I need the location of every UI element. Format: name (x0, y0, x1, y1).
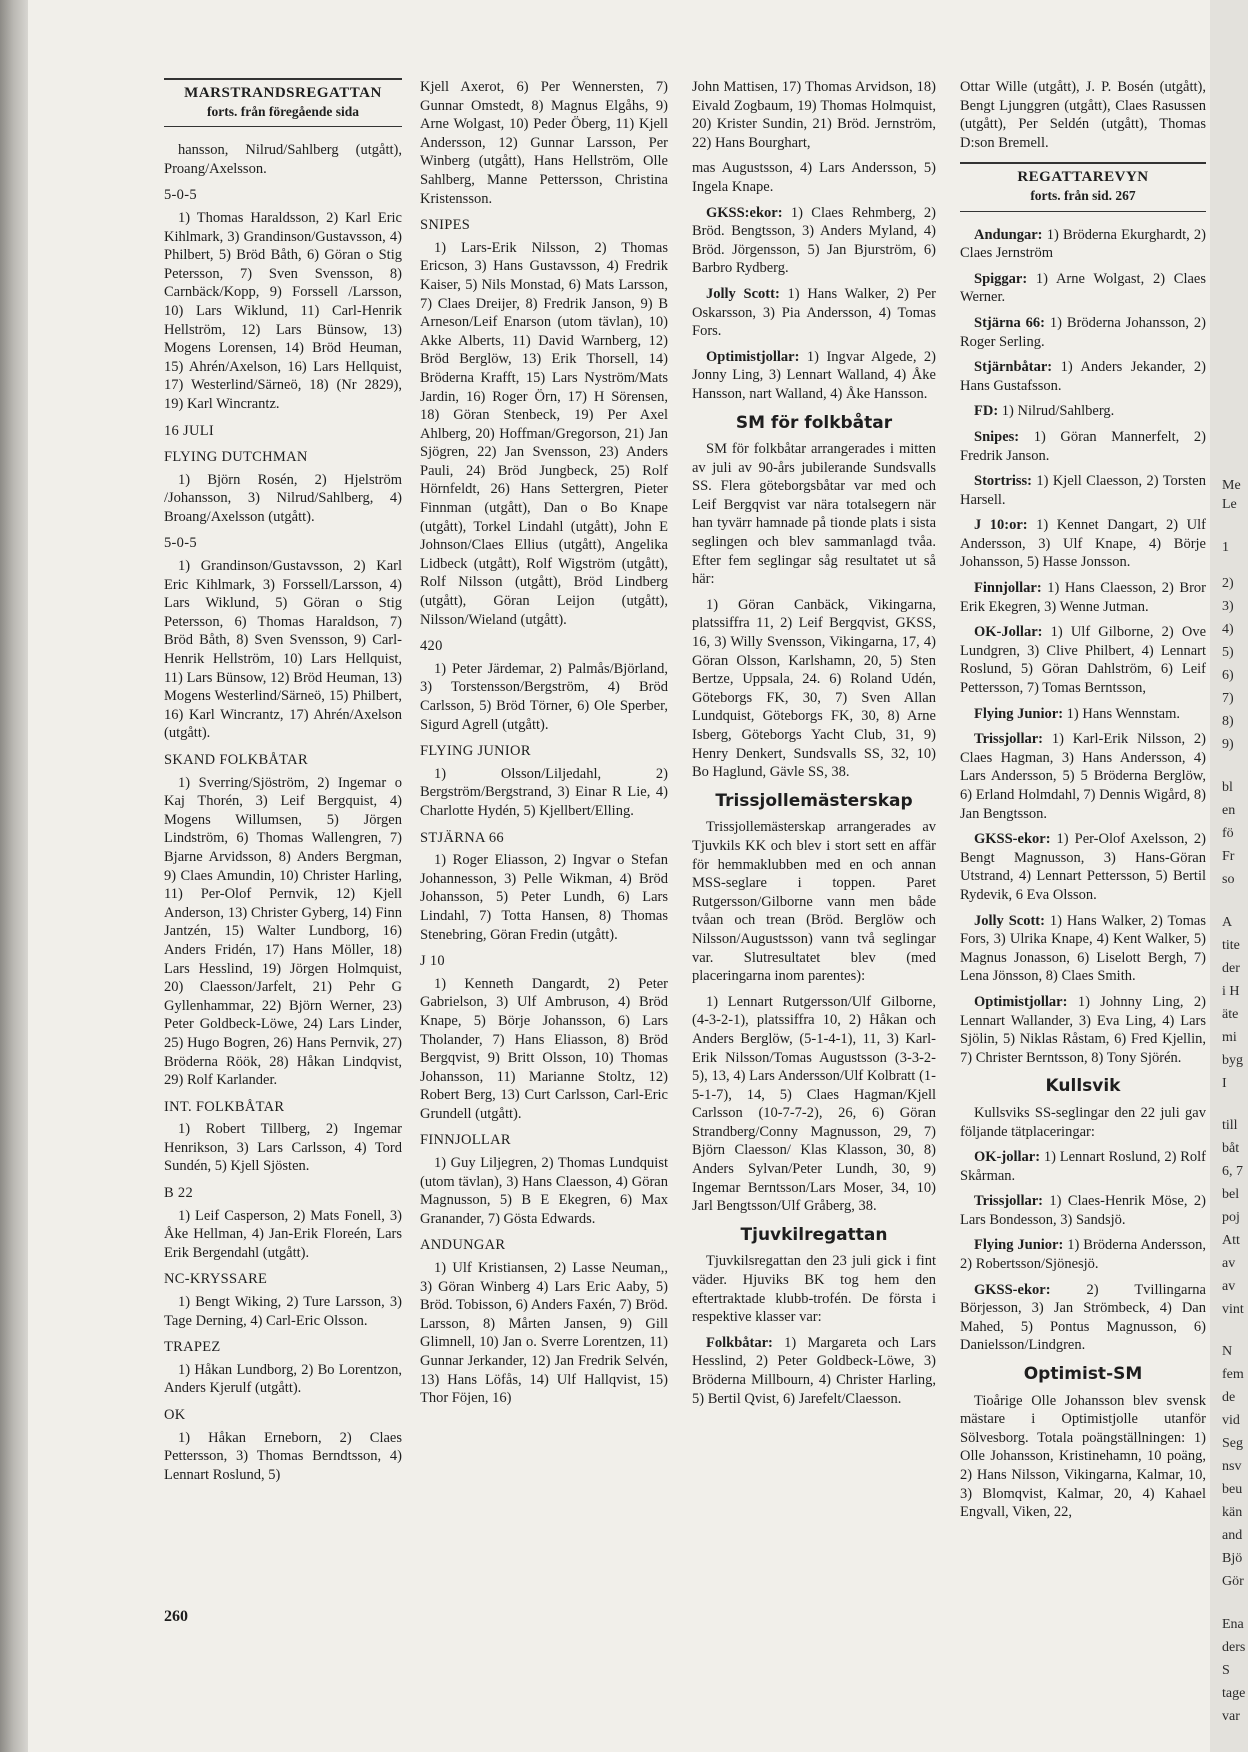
result-paragraph: 1) Bengt Wiking, 2) Ture Larsson, 3) Tage Derning, 4) Carl-Eric Olsson. (164, 1294, 402, 1329)
class-results: 1) Bröderna Johansson, 2) Roger Serling. (960, 314, 1206, 350)
class-result-paragraph (692, 285, 936, 341)
class-results: 1) Ingvar Algede, 2) Jonny Ling, 3) Lennart Walland, 4) Åke Hansson, nart Walland, 4) Åke Hansson. (692, 348, 936, 402)
class-result-paragraph (960, 623, 1206, 697)
class-result-paragraph (960, 1281, 1206, 1355)
facing-page-fragment: Seg (1222, 1436, 1243, 1451)
class-results: 1) Claes Rehmberg, 2) Bröd. Bengtsson, 3) Anders Myland, 4) Bröd. Jörgensson, 5) Jan Bjurström, 6) Barbro Rydberg. (692, 204, 936, 277)
facing-page-fragment: en (1222, 803, 1236, 818)
class-results: 1) Kennet Dangart, 2) Ulf Andersson, 3) Ulf Knape, 4) Börje Johansson, 5) Hasse Jonsson. (960, 517, 1206, 571)
facing-page-fragment: der (1222, 961, 1240, 976)
facing-page-fragment: ders (1222, 1640, 1246, 1655)
result-paragraph: 1) Leif Casperson, 2) Mats Fonell, 3) Åke Hellman, 4) Jan-Erik Floreén, Lars Erik Bergendahl (utgått). (164, 1207, 402, 1261)
class-results: 1) Anders Jekander, 2) Hans Gustafsson. (960, 359, 1206, 394)
class-result-paragraph (960, 472, 1206, 509)
class-results: 1) Arne Wolgast, 2) Claes Werner. (960, 270, 1206, 306)
facing-page-fragment: mi (1222, 1030, 1237, 1045)
column-2 (420, 78, 668, 1558)
class-label: Folkbåtar: (706, 1334, 773, 1351)
class-results: 1) Ulf Gilborne, 2) Ove Lundgren, 3) Clive Philbert, 4) Lennart Roslund, 5) Göran Dahlström, 6) Leif Pettersson, 7) Tomas Berntsson, (960, 624, 1206, 697)
class-results: 1) Hans Claesson, 2) Bror Erik Ekegren, 3) Wenne Jutman. (960, 580, 1206, 615)
column-1 (164, 78, 402, 1568)
class-result-paragraph (692, 1334, 936, 1408)
facing-page-fragment: Att (1222, 1233, 1240, 1248)
class-results: 1) Claes-Henrik Möse, 2) Lars Bondesson, 3) Sandsjö. (960, 1193, 1206, 1228)
class-label: Stortriss: (974, 473, 1032, 490)
class-heading: FLYING JUNIOR (420, 743, 531, 760)
result-paragraph: Trissjollemästerskap arrangerades av Tjuvkils KK och blev i stort sett en affär för hemmaklubben med en och annan MSS-seglare i toppen. Paret Rutgersson/Gilborne vann men både tvåan och trean (Bröd. Berglöw och Nilsson/Augustsson) vann två seglingar var. Slutresultatet blev (med placeringarna inom parentes): (692, 819, 936, 985)
class-result-paragraph (960, 1148, 1206, 1185)
class-label: Spiggar: (974, 270, 1028, 287)
result-paragraph: 1) Kenneth Dangardt, 2) Peter Gabrielson, 3) Ulf Ambruson, 4) Bröd Knape, 5) Börje Johansson, 6) Lars Tholander, 7) Hans Eliasson, 8) Bröd Bergqvist, 9) Britt Olsson, 10) Thomas Johansson, 11) Marianne Stoltz, 12) Robert Berg, 13) Curt Carlsson, Carl-Eric Grundell (utgått). (420, 975, 668, 1122)
facing-page-fragment: 1 (1222, 540, 1229, 555)
class-results: 1) Per-Olof Axelsson, 2) Bengt Magnusson, 3) Hans-Göran Utstrand, 4) Lennart Pettersson, 5) Bertil Rydevik, 6 Eva Olsson. (960, 831, 1206, 903)
class-label: Stjärnbåtar: (974, 359, 1053, 376)
class-heading: FINNJOLLAR (420, 1132, 511, 1149)
result-paragraph: 1) Thomas Haraldsson, 2) Karl Eric Kihlmark, 3) Grandinson/Gustavsson, 4) Philbert, 5) Bröd Båth, 6) Göran o Stig Petersson, 7) Sven Svensson, 8) Carnbäck/Kopp, 9) Forssell /Larsson, 10) Lars Wiklund, 11) Carl-Henrik Hellström, 12) Lars Bünsow, 13) Mogens Lorensen, 14) Bröd Heuman, 15) Ahrén/Axelson, 16) Lars Hellquist, 17) Westerlind/Särneö, 18) (Nr 2829), 19) Karl Wincrantz. (164, 209, 402, 412)
class-result-paragraph (960, 1236, 1206, 1273)
facing-page-fragment: N (1222, 1344, 1233, 1359)
article-heading: SM för folkbåtar (735, 412, 893, 433)
facing-page-fragment: 7) (1222, 691, 1234, 706)
result-paragraph: 1) Sverring/Sjöström, 2) Ingemar o Kaj Thorén, 3) Leif Bergquist, 4) Mogens Willumsen, 5) Jörgen Lindström, 6) Thomas Wallengren, 7) Bjarne Arvidsson, 8) Anders Bergman, 9) Claes Amundin, 10) Christer Harling, 11) Per-Olof Pernvik, 12) Kjell Anderson, 13) Christer Gyberg, 14) Finn Jantzén, 15) Walter Lundborg, 16) Anders Fridén, 17) Hans Möller, 18) Lars Hesslind, 19) Jörgen Holmquist, 20) Claesson/Jarfelt, 21) Pehr G Gyllenhammar, 22) Björn Werner, 23) Peter Goldbeck-Löwe, 24) Lars Linder, 25) Hugo Bogren, 26) Hans Pernvik, 27) Bröderna Röök, 28) Håkan Lindqvist, 29) Rolf Karlander. (164, 774, 402, 1089)
section-continued-note: forts. från sid. 267 (1030, 187, 1136, 203)
class-label: Stjärna 66: (974, 314, 1045, 331)
class-result-paragraph (960, 402, 1206, 421)
class-label: J 10:or: (974, 517, 1028, 534)
article-heading: Optimist-SM (1023, 1364, 1143, 1385)
class-result-paragraph (960, 705, 1206, 724)
facing-page-fragment: nsv (1222, 1459, 1242, 1474)
class-label: GKSS-ekor: (974, 831, 1051, 848)
facing-page-fragment: 5) (1222, 645, 1234, 660)
class-result-paragraph (692, 348, 936, 404)
page-number: 260 (164, 1608, 188, 1625)
class-results: 1) Kjell Claesson, 2) Torsten Harsell. (960, 473, 1206, 508)
facing-page-fragment: kän (1222, 1505, 1243, 1520)
article-heading: Kullsvik (1045, 1076, 1121, 1097)
facing-page-fragment: 6, 7 (1222, 1164, 1243, 1179)
class-result-paragraph (960, 1192, 1206, 1229)
class-label: OK-jollar: (974, 1149, 1041, 1166)
class-result-paragraph (960, 579, 1206, 616)
facing-page-fragment: båt (1222, 1141, 1240, 1156)
facing-page-fragment: Ena (1222, 1617, 1244, 1632)
facing-page-fragment: 9) (1222, 737, 1234, 752)
facing-page-fragment: I (1222, 1076, 1227, 1091)
facing-page-fragment: poj (1222, 1210, 1240, 1225)
facing-page-fragment: Le (1222, 497, 1237, 512)
facing-page-fragment: 6) (1222, 668, 1234, 683)
class-results: 1) Göran Mannerfelt, 2) Fredrik Janson. (960, 428, 1206, 464)
facing-page-fragment: vid (1222, 1413, 1240, 1428)
result-paragraph: Kjell Axerot, 6) Per Wennersten, 7) Gunnar Omstedt, 8) Magnus Elgåhs, 9) Arne Wolgast, 10) Peder Öberg, 11) Kjell Andersson, 12) Gunnar Larsson, Per Winberg (utgått), Hans Hellström, Olle Sahlberg, Manne Pettersson, Christina Kristensson. (420, 79, 668, 207)
result-paragraph: 1) Grandinson/Gustavsson, 2) Karl Eric Kihlmark, 3) Forssell/Larsson, 4) Lars Wiklund, 5) Göran o Stig Petersson, 6) Thomas Haraldson, 7) Bröd Båth, 8) Sven Svensson, 9) Carl-Henrik Hellström, 10) Lars Hellquist, 11) Lars Bünsow, 12) Bröd Heuman, 13) Mogens Westerlind/Särneö, 15) Philbert, 16) Karl Wincrantz, 17) Ahrén/Axelson (utgått). (164, 558, 402, 742)
result-paragraph: 1) Håkan Lundborg, 2) Bo Lorentzon, Anders Kjerulf (utgått). (164, 1361, 402, 1397)
class-result-paragraph (960, 830, 1206, 904)
facing-page-fragment: vint (1222, 1302, 1244, 1317)
result-paragraph: 1) Håkan Erneborn, 2) Claes Pettersson, 3) Thomas Berndtsson, 4) Lennart Roslund, 5) (164, 1429, 402, 1483)
facing-page-fragment: A (1222, 915, 1233, 930)
result-paragraph: 1) Roger Eliasson, 2) Ingvar o Stefan Johannesson, 3) Pelle Wikman, 4) Bröd Johansson, 5) Peter Lundh, 6) Lars Lindahl, 7) Totta Hansen, 8) Thomas Stenebring, Göran Fredin (utgått). (420, 852, 668, 943)
class-result-paragraph (960, 428, 1206, 465)
facing-page-fragment: and (1222, 1528, 1243, 1543)
facing-page-fragment: de (1222, 1390, 1236, 1405)
class-result-paragraph (692, 204, 936, 278)
facing-page-fragment: i H (1222, 984, 1240, 999)
class-heading: NC-KRYSSARE (164, 1271, 268, 1288)
class-result-paragraph (960, 358, 1206, 395)
facing-page-fragment: av (1222, 1256, 1236, 1271)
class-result-paragraph (960, 314, 1206, 351)
section-header-box (164, 78, 402, 127)
class-results: 1) Johnny Ling, 2) Lennart Wallander, 3) Eva Ling, 4) Lars Sjölin, 5) Niklas Råstam, 6) Fred Kjellin, 7) Christer Berntsson, 8) Tony Sjörén. (960, 993, 1206, 1066)
article-heading: Tjuvkilregattan (740, 1224, 888, 1245)
class-heading: 5-0-5 (164, 187, 197, 204)
class-label: FD: (974, 403, 999, 420)
facing-page-fragment: byg (1222, 1053, 1243, 1068)
facing-page-fragment: 3) (1222, 599, 1234, 614)
class-heading: FLYING DUTCHMAN (164, 449, 308, 466)
class-result-paragraph (960, 730, 1206, 823)
result-paragraph: 1) Björn Rosén, 2) Hjelström /Johansson, 3) Nilrud/Sahlberg, 4) Broang/Axelsson (utgått). (164, 471, 402, 525)
column-4 (960, 78, 1206, 1598)
facing-page-fragment: tage (1222, 1686, 1246, 1701)
article-heading: Trissjollemästerskap (715, 790, 913, 811)
result-paragraph: Tjuvkilsregattan den 23 juli gick i fint väder. Hjuviks BK tog hem den eftertraktade klubb-trofén. De första i respektive klasser var: (692, 1253, 936, 1326)
facing-page-fragment: Me (1222, 478, 1241, 493)
facing-page-fragment: var (1222, 1709, 1240, 1724)
class-label: Trissjollar: (974, 731, 1043, 748)
result-paragraph: 1) Olsson/Liljedahl, 2) Bergström/Bergstrand, 3) Einar R Lie, 4) Charlotte Hydén, 5) Kjellbert/Elling. (420, 765, 668, 819)
section-continued-note: forts. från föregående sida (207, 103, 359, 119)
class-heading: B 22 (164, 1185, 193, 1202)
class-heading: 16 JULI (164, 422, 215, 439)
class-label: Jolly Scott: (974, 912, 1045, 929)
column-3 (692, 78, 936, 1598)
facing-page-fragment: av (1222, 1279, 1236, 1294)
class-heading: INT. FOLKBÅTAR (164, 1098, 285, 1115)
class-heading: 420 (420, 638, 443, 655)
class-label: Flying Junior: (974, 1237, 1064, 1254)
class-label: Finnjollar: (974, 580, 1042, 597)
section-title: MARSTRANDSREGATTAN (184, 85, 382, 101)
class-results: 1) Hans Walker, 2) Tomas Fors, 3) Ulrika Knape, 4) Kent Walker, 5) Magnus Jonasson, 6) Liselott Bergh, 7) Lena Jönsson, 8) Claes Smith. (960, 912, 1206, 985)
facing-page-fragment: 8) (1222, 714, 1234, 729)
class-label: Snipes: (974, 428, 1020, 445)
result-paragraph: 1) Robert Tillberg, 2) Ingemar Henrikson, 3) Lars Carlsson, 4) Tord Sundén, 5) Kjell Sjösten. (164, 1121, 402, 1175)
class-label: Jolly Scott: (706, 285, 780, 302)
facing-page-fragment: fem (1222, 1367, 1244, 1382)
facing-page-fragment: Gör (1222, 1574, 1244, 1589)
result-paragraph: 1) Lars-Erik Nilsson, 2) Thomas Ericson, 3) Hans Gustavsson, 4) Fredrik Kaiser, 5) Nils Monstad, 6) Mats Larsson, 7) Claes Dreijer, 8) Fredrik Janson, 9) B Arneson/Leif Enarson (utom tävlan), 10) Akke Alberts, 11) David Warnberg, 12) Bröd Berglöw, 13) Erik Thorsell, 14) Bröderna Krafft, 15) Lars Nyström/Mats Jardin, 16) Roger Örn, 17) H Sörensen, 18) Göran Stenbeck, 19) Per Axel Ahlberg, 20) Hoffman/Gregorson, 21) Jan Sjögren, 22) Jan Svensson, 23) Anders Pauli, 24) Bröd Jungbeck, 25) Rolf Hörnfeldt, 26) Hans Settergren, Pieter Finnman (utgått), Dan o Bo Knape (utgått), Torkel Lindahl (utgått), John E Johnson/Claes Ellius (utgått), Angelika Lidbeck (utgått), Rolf Wigström (utgått), Rolf Nilsson (utgått), Bröd Lindberg (utgått), Göran Leijon (utgått), Nilsson/Wieland (utgått). (420, 239, 668, 628)
class-heading: TRAPEZ (164, 1339, 221, 1356)
class-heading: ANDUNGAR (420, 1237, 506, 1254)
class-heading: STJÄRNA 66 (420, 829, 504, 846)
section-title: REGATTAREVYN (1017, 169, 1149, 186)
facing-page-fragment: tite (1222, 938, 1240, 953)
class-label: GKSS:ekor: (706, 204, 783, 221)
class-label: Trissjollar: (974, 1193, 1043, 1210)
result-paragraph: 1) Göran Canbäck, Vikingarna, platssiffra 11, 2) Leif Bergqvist, GKSS, 16, 3) Willy Svensson, Vikingarna, 17, 4) Göran Olsson, Karlshamn, 20, 5) Sten Bertze, Uppsala, 24. 6) Roland Udén, Göteborgs FK, 30, 7) Sven Allan Lundquist, Göteborgs FK, 30, 8) Arne Isberg, Göteborgs Yacht Club, 31, 9) Henry Denkert, Sundsvalls SS, 32, 10) Bo Haglund, Gävle SS, 38. (692, 596, 936, 781)
class-results: 1) Karl-Erik Nilsson, 2) Claes Hagman, 3) Hans Andersson, 4) Lars Andersson, 5) 5 Bröderna Berglöw, 6) Erland Holmdahl, 7) Dennis Wigård, 8) Jan Bengtsson. (960, 731, 1206, 822)
facing-page-fragment: Fr (1222, 849, 1235, 864)
class-results: 1) Hans Walker, 2) Per Oskarsson, 3) Pia Andersson, 4) Tomas Fors. (692, 285, 936, 340)
result-paragraph: hansson, Nilrud/Sahlberg (utgått), Proang/Axelsson. (164, 142, 402, 177)
result-paragraph: 1) Guy Liljegren, 2) Thomas Lundquist (utom tävlan), 3) Hans Claesson, 4) Göran Magnusson, 5) B E Ekegren, 6) Max Granander, 7) Gösta Edwards. (420, 1155, 668, 1227)
facing-page-fragment: 4) (1222, 622, 1234, 637)
class-results: 1) Hans Wennstam. (1063, 705, 1180, 722)
column-top-text: Ottar Wille (utgått), J. P. Bosén (utgått), Bengt Ljunggren (utgått), Claes Rasussen (utgått), Per Seldén (utgått), Thomas D:son Bremell. (960, 79, 1206, 151)
result-paragraph: SM för folkbåtar arrangerades i mitten av juli av 90-års jubilerande Sundsvalls SS. Flera göteborgsbåtar var med och Leif Bergqvist var nära totalsegern när han tyvärr hamnade på tionde plats i sista seglingen och blev sammanlagd tvåa. Efter fem seglingar såg resultatet ut så här: (692, 441, 936, 588)
class-result-paragraph (960, 993, 1206, 1067)
result-paragraph: mas Augustsson, 4) Lars Andersson, 5) Ingela Knape. (692, 160, 936, 195)
result-paragraph: 1) Peter Järdemar, 2) Palmås/Björland, 3) Torstensson/Bergström, 4) Bröd Carlsson, 5) Bröd Törner, 6) Ole Sperber, Sigurd Agrell (utgått). (420, 660, 668, 733)
class-results: 2) Tvillingarna Börjesson, 3) Jan Strömbeck, 4) Dan Mahed, 5) Pontus Magnusson, 6) Danielsson/Lindgren. (960, 1281, 1206, 1354)
facing-page-fragment: äte (1222, 1007, 1239, 1022)
class-label: Optimistjollar: (706, 348, 800, 365)
class-heading: 5-0-5 (164, 535, 197, 552)
class-result-paragraph (960, 516, 1206, 572)
facing-page-fragment: S (1222, 1663, 1230, 1678)
facing-page-fragment: so (1222, 872, 1235, 887)
class-results: 1) Margareta och Lars Hesslind, 2) Peter Goldbeck-Löwe, 3) Bröderna Millbourn, 4) Christer Harling, 5) Bertil Qvist, 6) Jarefelt/Claesson. (692, 1334, 936, 1407)
section-header-box (960, 162, 1206, 211)
column-top-text: John Mattisen, 17) Thomas Arvidson, 18) Eivald Zogbaum, 19) Thomas Holmquist, 20) Krister Sundin, 21) Bröd. Jernström, 22) Hans Bourghart, (692, 79, 936, 151)
class-result-paragraph (960, 270, 1206, 307)
class-results: 1) Bröderna Andersson, 2) Robertsson/Sjönesjö. (960, 1237, 1206, 1273)
facing-page-fragment: fö (1222, 826, 1234, 841)
facing-page-fragment: 2) (1222, 576, 1234, 591)
class-heading: J 10 (420, 953, 445, 970)
class-result-paragraph (960, 226, 1206, 263)
facing-page-fragment: bl (1222, 780, 1233, 795)
class-label: Flying Junior: (974, 705, 1064, 722)
facing-page-fragment: bel (1222, 1187, 1240, 1202)
class-heading: OK (164, 1407, 186, 1423)
class-label: GKSS-ekor: (974, 1281, 1051, 1298)
facing-page-fragment: till (1222, 1118, 1238, 1133)
result-paragraph: 1) Ulf Kristiansen, 2) Lasse Neuman,, 3) Göran Winberg 4) Lars Eric Aaby, 5) Bröd. Tobisson, 6) Anders Faxén, 7) Bröd. Larsson, 8) Mårten Jansen, 9) Gill Glimnell, 10) Jan o. Sverre Lorentzen, 11) Gunnar Jerkander, 12) Jan Fredrik Selvén, 13) Hans Löfås, 14) Ulf Hallqvist, 15) Thor Föjen, 16) (420, 1260, 668, 1407)
facing-page-fragment: beu (1222, 1482, 1243, 1497)
class-results: 1) Nilrud/Sahlberg. (998, 403, 1115, 420)
class-heading: SKAND FOLKBÅTAR (164, 752, 308, 768)
result-paragraph: Kullsviks SS-seglingar den 22 juli gav följande tätplaceringar: (960, 1104, 1206, 1140)
class-label: Optimistjollar: (974, 993, 1068, 1010)
class-result-paragraph (960, 912, 1206, 986)
result-paragraph: Tioårige Olle Johansson blev svensk mästare i Optimistjolle utanför Sölvesborg. Totala poängställningen: 1) Olle Johansson, Kristinehamn, 10 poäng, 2) Hans Nilsson, Vikingarna, Kalmar, 10, 3) Blomqvist, Kalmar, 20, 4) Kahael Engvall, Viken, 22, (960, 1392, 1206, 1521)
class-results: 1) Lennart Roslund, 2) Rolf Skårman. (960, 1149, 1206, 1184)
class-label: Andungar: (974, 226, 1043, 243)
facing-page-fragment: Bjö (1222, 1551, 1243, 1566)
class-results: 1) Bröderna Ekurghardt, 2) Claes Jernström (960, 226, 1206, 262)
class-heading: SNIPES (420, 217, 471, 234)
class-label: OK-Jollar: (974, 624, 1043, 641)
result-paragraph: 1) Lennart Rutgersson/Ulf Gilborne, (4-3-2-1), platssiffra 10, 2) Håkan och Anders Berglöw, (5-1-4-1), 11, 3) Karl-Erik Nilsson/Tomas Augustsson (3-3-2-5), 13, 4) Lars Andersson/Ulf Kolbratt (1-5-1-7), 14, 5) Claes Hagman/Kjell Carlsson (10-7-7-2), 26, 6) Göran Strandberg/Conny Magnusson, 29, 7) Björn Claesson/ Klas Klasson, 30, 8) Anders Sylvan/Peter Lundh, 30, 9) Ingemar Berntsson/Lars Moser, 34, 10) Jarl Bengtsson/Ulf Gråberg, 38. (692, 993, 936, 1215)
